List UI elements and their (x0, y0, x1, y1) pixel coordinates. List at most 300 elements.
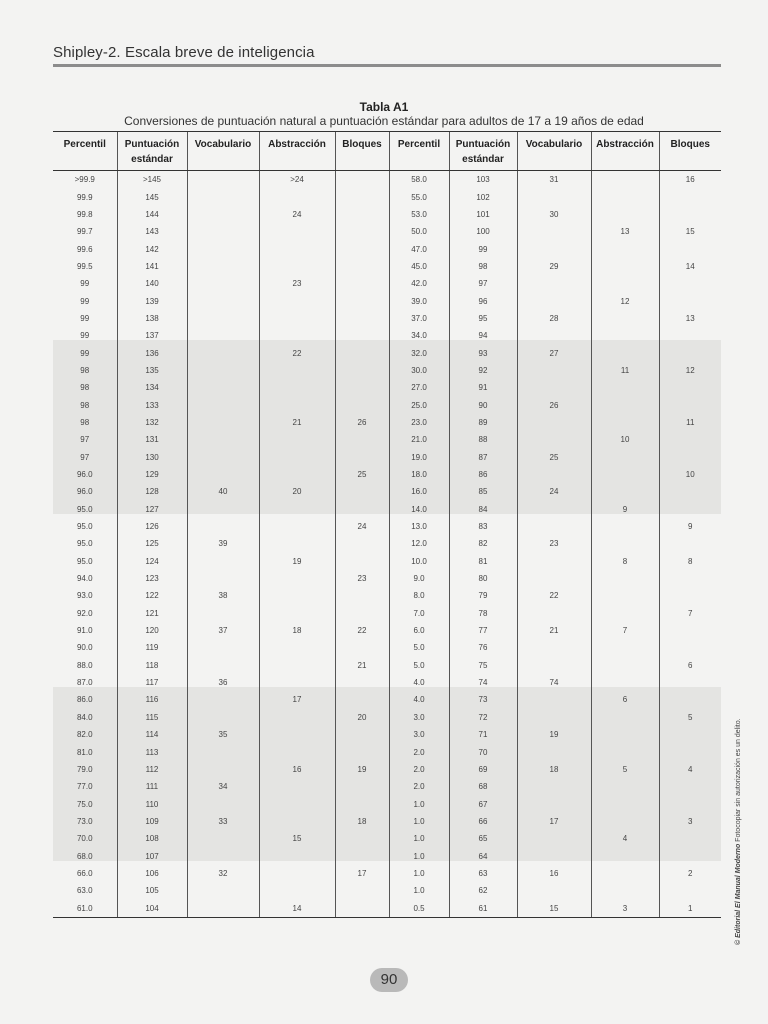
cell-bloques (335, 605, 389, 622)
cell-percentil: 1.0 (389, 847, 449, 864)
cell-puntuacion-estandar: 136 (117, 344, 187, 361)
table-row (53, 414, 721, 431)
cell-bloques (659, 535, 721, 552)
cell-bloques: 12 (659, 362, 721, 379)
cell-vocabulario: 40 (187, 483, 259, 500)
cell-abstraccion: 13 (591, 223, 659, 240)
cell-abstraccion: 20 (259, 483, 335, 500)
cell-vocabulario (187, 379, 259, 396)
cell-abstraccion (259, 379, 335, 396)
col-header-puntuacion-estandar: Puntuación estándar (117, 132, 187, 171)
cell-vocabulario: 37 (187, 622, 259, 639)
cell-bloques: 5 (659, 709, 721, 726)
cell-percentil: 7.0 (389, 605, 449, 622)
cell-vocabulario (187, 362, 259, 379)
table-row (53, 501, 721, 518)
cell-abstraccion: 4 (591, 830, 659, 847)
cell-percentil: 1.0 (389, 865, 449, 882)
cell-percentil: 97 (80, 452, 90, 462)
cell-abstraccion: 16 (259, 761, 335, 778)
cell-puntuacion-estandar: 140 (117, 275, 187, 292)
cell-percentil: 2.0 (389, 743, 449, 760)
cell-bloques (335, 795, 389, 812)
cell-vocabulario (517, 778, 591, 795)
table-row (53, 275, 721, 292)
col-header-percentil: Percentil (389, 132, 449, 171)
cell-abstraccion (259, 188, 335, 205)
cell-puntuacion-estandar: 61 (449, 899, 517, 917)
table-row (53, 188, 721, 205)
cell-puntuacion-estandar: 107 (117, 847, 187, 864)
cell-vocabulario (187, 691, 259, 708)
cell-bloques (335, 830, 389, 847)
cell-puntuacion-estandar: 99 (449, 240, 517, 257)
cell-percentil: 27.0 (389, 379, 449, 396)
cell-percentil: 2.0 (389, 761, 449, 778)
cell-percentil: 77.0 (76, 782, 93, 792)
cell-vocabulario (187, 171, 259, 189)
cell-percentil: 6.0 (389, 622, 449, 639)
cell-abstraccion (591, 396, 659, 413)
cell-vocabulario (187, 605, 259, 622)
cell-vocabulario (517, 795, 591, 812)
cell-bloques (659, 743, 721, 760)
cell-puntuacion-estandar: 117 (117, 674, 187, 691)
cell-puntuacion-estandar: 124 (117, 553, 187, 570)
cell-puntuacion-estandar: 68 (449, 778, 517, 795)
cell-percentil: 70.0 (76, 834, 93, 844)
cell-puntuacion-estandar: 112 (117, 761, 187, 778)
cell-puntuacion-estandar: 132 (117, 414, 187, 431)
cell-abstraccion (259, 587, 335, 604)
cell-abstraccion (259, 431, 335, 448)
cell-puntuacion-estandar: 138 (117, 310, 187, 327)
header-rule (53, 64, 721, 67)
cell-vocabulario (187, 275, 259, 292)
cell-puntuacion-estandar: 71 (449, 726, 517, 743)
cell-puntuacion-estandar: 95 (449, 310, 517, 327)
cell-bloques (659, 726, 721, 743)
cell-percentil: 68.0 (76, 851, 93, 861)
cell-abstraccion (259, 674, 335, 691)
col-header-puntuacion-estandar: Puntuación estándar (449, 132, 517, 171)
cell-bloques (659, 379, 721, 396)
cell-abstraccion: 21 (259, 414, 335, 431)
cell-puntuacion-estandar: 72 (449, 709, 517, 726)
cell-percentil: 73.0 (76, 816, 93, 826)
cell-bloques (659, 327, 721, 344)
cell-percentil: 45.0 (389, 258, 449, 275)
cell-abstraccion (259, 240, 335, 257)
cell-bloques (335, 882, 389, 899)
cell-percentil: 13.0 (389, 518, 449, 535)
cell-abstraccion: 22 (259, 344, 335, 361)
cell-abstraccion: 15 (259, 830, 335, 847)
cell-puntuacion-estandar: 123 (117, 570, 187, 587)
copyright-note (735, 718, 742, 945)
cell-percentil: 96.0 (76, 470, 93, 480)
table-row (53, 778, 721, 795)
cell-vocabulario (187, 327, 259, 344)
cell-puntuacion-estandar: 144 (117, 206, 187, 223)
table-row (53, 362, 721, 379)
cell-percentil: 75.0 (76, 799, 93, 809)
cell-abstraccion: 7 (591, 622, 659, 639)
cell-vocabulario: 33 (187, 813, 259, 830)
cell-abstraccion: 8 (591, 553, 659, 570)
cell-bloques: 1 (659, 899, 721, 917)
cell-puntuacion-estandar: 80 (449, 570, 517, 587)
table-row (53, 830, 721, 847)
table-row (53, 379, 721, 396)
table-row (53, 743, 721, 760)
cell-abstraccion (591, 344, 659, 361)
cell-puntuacion-estandar: 113 (117, 743, 187, 760)
cell-vocabulario (187, 882, 259, 899)
cell-bloques (335, 778, 389, 795)
cell-abstraccion (591, 865, 659, 882)
cell-vocabulario: 38 (187, 587, 259, 604)
cell-puntuacion-estandar: 114 (117, 726, 187, 743)
cell-percentil: 42.0 (389, 275, 449, 292)
col-header-percentil: Percentil (53, 132, 117, 171)
cell-percentil: 98 (80, 417, 90, 427)
cell-abstraccion (259, 449, 335, 466)
table-row (53, 396, 721, 413)
table-row (53, 553, 721, 570)
cell-puntuacion-estandar: 141 (117, 258, 187, 275)
cell-bloques (335, 553, 389, 570)
cell-vocabulario (517, 518, 591, 535)
cell-puntuacion-estandar: 109 (117, 813, 187, 830)
cell-puntuacion-estandar: 143 (117, 223, 187, 240)
cell-bloques: 6 (659, 657, 721, 674)
cell-vocabulario (517, 605, 591, 622)
cell-percentil: 99.7 (76, 227, 93, 237)
table-row (53, 674, 721, 691)
col-header-vocabulario: Vocabulario (187, 132, 259, 171)
cell-abstraccion (591, 535, 659, 552)
cell-puntuacion-estandar: 97 (449, 275, 517, 292)
copyright-warning: Fotocopiar sin autorización es un delito. (735, 718, 742, 842)
cell-bloques (335, 726, 389, 743)
cell-vocabulario (517, 657, 591, 674)
cell-bloques (335, 379, 389, 396)
cell-bloques: 11 (659, 414, 721, 431)
cell-percentil: 95.0 (76, 522, 93, 532)
cell-puntuacion-estandar: 130 (117, 449, 187, 466)
cell-abstraccion: 24 (259, 206, 335, 223)
cell-percentil: 98 (80, 365, 90, 375)
cell-bloques: 18 (335, 813, 389, 830)
cell-abstraccion (591, 709, 659, 726)
cell-vocabulario: 29 (517, 258, 591, 275)
cell-abstraccion (259, 570, 335, 587)
cell-bloques (659, 449, 721, 466)
table-row (53, 431, 721, 448)
cell-vocabulario: 35 (187, 726, 259, 743)
cell-percentil: 99.9 (76, 192, 93, 202)
cell-abstraccion (259, 292, 335, 309)
cell-puntuacion-estandar: 131 (117, 431, 187, 448)
cell-percentil: 81.0 (76, 747, 93, 757)
cell-bloques: 4 (659, 761, 721, 778)
cell-vocabulario (517, 882, 591, 899)
col-header-vocabulario: Vocabulario (517, 132, 591, 171)
cell-vocabulario: 39 (187, 535, 259, 552)
table-row (53, 847, 721, 864)
cell-percentil: 32.0 (389, 344, 449, 361)
table-row (53, 622, 721, 639)
cell-vocabulario (187, 414, 259, 431)
cell-bloques (335, 483, 389, 500)
cell-percentil: 21.0 (389, 431, 449, 448)
cell-vocabulario: 32 (187, 865, 259, 882)
cell-vocabulario (187, 292, 259, 309)
cell-bloques (659, 206, 721, 223)
cell-puntuacion-estandar: 100 (449, 223, 517, 240)
cell-percentil: 95.0 (76, 539, 93, 549)
cell-puntuacion-estandar: 69 (449, 761, 517, 778)
cell-vocabulario (187, 431, 259, 448)
cell-puntuacion-estandar: 111 (117, 778, 187, 795)
cell-puntuacion-estandar: 137 (117, 327, 187, 344)
cell-puntuacion-estandar: 76 (449, 639, 517, 656)
cell-vocabulario: 25 (517, 449, 591, 466)
cell-vocabulario: 16 (517, 865, 591, 882)
cell-percentil: 58.0 (389, 171, 449, 189)
table-title: Tabla A1 (359, 100, 409, 114)
cell-percentil: 50.0 (389, 223, 449, 240)
cell-vocabulario (187, 240, 259, 257)
cell-vocabulario (517, 362, 591, 379)
cell-bloques (659, 622, 721, 639)
cell-bloques: 22 (335, 622, 389, 639)
cell-vocabulario (517, 830, 591, 847)
cell-vocabulario (187, 709, 259, 726)
cell-abstraccion: 23 (259, 275, 335, 292)
cell-percentil: 87.0 (76, 678, 93, 688)
cell-puntuacion-estandar: 66 (449, 813, 517, 830)
cell-bloques (659, 570, 721, 587)
cell-bloques (659, 691, 721, 708)
cell-puntuacion-estandar: 133 (117, 396, 187, 413)
cell-percentil: 16.0 (389, 483, 449, 500)
cell-bloques: 24 (335, 518, 389, 535)
cell-vocabulario: 22 (517, 587, 591, 604)
cell-bloques: 16 (659, 171, 721, 189)
cell-abstraccion (259, 258, 335, 275)
table-row (53, 518, 721, 535)
cell-percentil: 30.0 (389, 362, 449, 379)
running-header: Shipley-2. Escala breve de inteligencia (53, 44, 315, 61)
table-row (53, 206, 721, 223)
cell-vocabulario: 31 (517, 171, 591, 189)
cell-bloques (659, 830, 721, 847)
cell-bloques (335, 240, 389, 257)
cell-abstraccion (591, 275, 659, 292)
cell-abstraccion: 3 (591, 899, 659, 917)
cell-bloques (335, 535, 389, 552)
cell-vocabulario (187, 743, 259, 760)
cell-bloques (335, 275, 389, 292)
cell-vocabulario: 17 (517, 813, 591, 830)
cell-abstraccion: 19 (259, 553, 335, 570)
cell-percentil: 4.0 (389, 691, 449, 708)
cell-puntuacion-estandar: 86 (449, 466, 517, 483)
cell-vocabulario (517, 240, 591, 257)
cell-bloques: 9 (659, 518, 721, 535)
cell-abstraccion: 10 (591, 431, 659, 448)
cell-abstraccion (591, 570, 659, 587)
page-number: 90 (370, 968, 408, 992)
cell-puntuacion-estandar: 122 (117, 587, 187, 604)
cell-percentil: 1.0 (389, 795, 449, 812)
cell-percentil: 88.0 (76, 660, 93, 670)
cell-abstraccion (259, 795, 335, 812)
cell-abstraccion (259, 535, 335, 552)
cell-puntuacion-estandar: 135 (117, 362, 187, 379)
cell-puntuacion-estandar: 91 (449, 379, 517, 396)
cell-vocabulario (517, 275, 591, 292)
cell-puntuacion-estandar: 63 (449, 865, 517, 882)
cell-puntuacion-estandar: 134 (117, 379, 187, 396)
cell-bloques (659, 882, 721, 899)
cell-abstraccion (259, 639, 335, 656)
cell-abstraccion (591, 726, 659, 743)
cell-puntuacion-estandar: 79 (449, 587, 517, 604)
cell-puntuacion-estandar: 74 (449, 674, 517, 691)
table-row (53, 865, 721, 882)
cell-vocabulario (517, 570, 591, 587)
cell-abstraccion (591, 327, 659, 344)
cell-vocabulario (187, 258, 259, 275)
cell-puntuacion-estandar: 64 (449, 847, 517, 864)
cell-puntuacion-estandar: 78 (449, 605, 517, 622)
cell-bloques (335, 206, 389, 223)
cell-bloques: 15 (659, 223, 721, 240)
cell-abstraccion (591, 414, 659, 431)
cell-vocabulario (187, 466, 259, 483)
cell-abstraccion (591, 657, 659, 674)
cell-bloques: 3 (659, 813, 721, 830)
cell-puntuacion-estandar: 115 (117, 709, 187, 726)
cell-bloques (659, 240, 721, 257)
cell-vocabulario (517, 379, 591, 396)
cell-percentil: 98 (80, 383, 90, 393)
cell-bloques (335, 431, 389, 448)
cell-bloques: 21 (335, 657, 389, 674)
cell-percentil: 12.0 (389, 535, 449, 552)
cell-abstraccion (591, 188, 659, 205)
cell-bloques: 19 (335, 761, 389, 778)
cell-bloques (335, 674, 389, 691)
cell-bloques (659, 501, 721, 518)
cell-vocabulario (517, 414, 591, 431)
cell-bloques (335, 327, 389, 344)
cell-puntuacion-estandar: 105 (117, 882, 187, 899)
cell-vocabulario (517, 223, 591, 240)
cell-abstraccion (591, 674, 659, 691)
cell-abstraccion (259, 726, 335, 743)
cell-abstraccion (259, 657, 335, 674)
table-row (53, 570, 721, 587)
cell-puntuacion-estandar: 92 (449, 362, 517, 379)
cell-puntuacion-estandar: 85 (449, 483, 517, 500)
cell-percentil: 14.0 (389, 501, 449, 518)
cell-percentil: 34.0 (389, 327, 449, 344)
cell-vocabulario (187, 518, 259, 535)
cell-percentil: 3.0 (389, 709, 449, 726)
cell-percentil: 99.5 (76, 261, 93, 271)
table-row (53, 466, 721, 483)
cell-abstraccion (591, 847, 659, 864)
cell-abstraccion (591, 813, 659, 830)
cell-percentil: 98 (80, 400, 90, 410)
cell-bloques (335, 292, 389, 309)
table-subtitle: Conversiones de puntuación natural a puntuación estándar para adultos de 17 a 19 años de edad (124, 114, 644, 128)
cell-vocabulario (187, 657, 259, 674)
cell-puntuacion-estandar: 120 (117, 622, 187, 639)
table-row (53, 639, 721, 656)
cell-puntuacion-estandar: 90 (449, 396, 517, 413)
cell-abstraccion: 5 (591, 761, 659, 778)
cell-puntuacion-estandar: 121 (117, 605, 187, 622)
cell-puntuacion-estandar: 73 (449, 691, 517, 708)
cell-percentil: 96.0 (76, 487, 93, 497)
table-row (53, 761, 721, 778)
cell-vocabulario: 30 (517, 206, 591, 223)
cell-puntuacion-estandar: 142 (117, 240, 187, 257)
cell-abstraccion (591, 587, 659, 604)
cell-percentil: 91.0 (76, 626, 93, 636)
table-row (53, 882, 721, 899)
cell-bloques: 20 (335, 709, 389, 726)
table-row (53, 449, 721, 466)
cell-vocabulario (187, 501, 259, 518)
cell-bloques: 2 (659, 865, 721, 882)
cell-abstraccion: 17 (259, 691, 335, 708)
cell-percentil: 8.0 (389, 587, 449, 604)
cell-bloques (335, 501, 389, 518)
cell-bloques: 23 (335, 570, 389, 587)
cell-abstraccion (591, 882, 659, 899)
cell-abstraccion: 12 (591, 292, 659, 309)
cell-puntuacion-estandar: >145 (117, 171, 187, 189)
cell-bloques (335, 691, 389, 708)
cell-abstraccion (591, 240, 659, 257)
cell-abstraccion (259, 501, 335, 518)
cell-bloques (335, 223, 389, 240)
cell-vocabulario (517, 639, 591, 656)
cell-abstraccion (259, 813, 335, 830)
cell-bloques: 25 (335, 466, 389, 483)
cell-abstraccion (591, 449, 659, 466)
cell-abstraccion: 6 (591, 691, 659, 708)
cell-abstraccion: 18 (259, 622, 335, 639)
cell-vocabulario (187, 310, 259, 327)
cell-puntuacion-estandar: 96 (449, 292, 517, 309)
conversion-table (53, 131, 721, 918)
cell-abstraccion (259, 396, 335, 413)
cell-vocabulario (187, 795, 259, 812)
cell-bloques (335, 258, 389, 275)
cell-abstraccion (591, 379, 659, 396)
cell-percentil: 3.0 (389, 726, 449, 743)
cell-bloques (659, 778, 721, 795)
table-row (53, 587, 721, 604)
table-row (53, 899, 721, 917)
